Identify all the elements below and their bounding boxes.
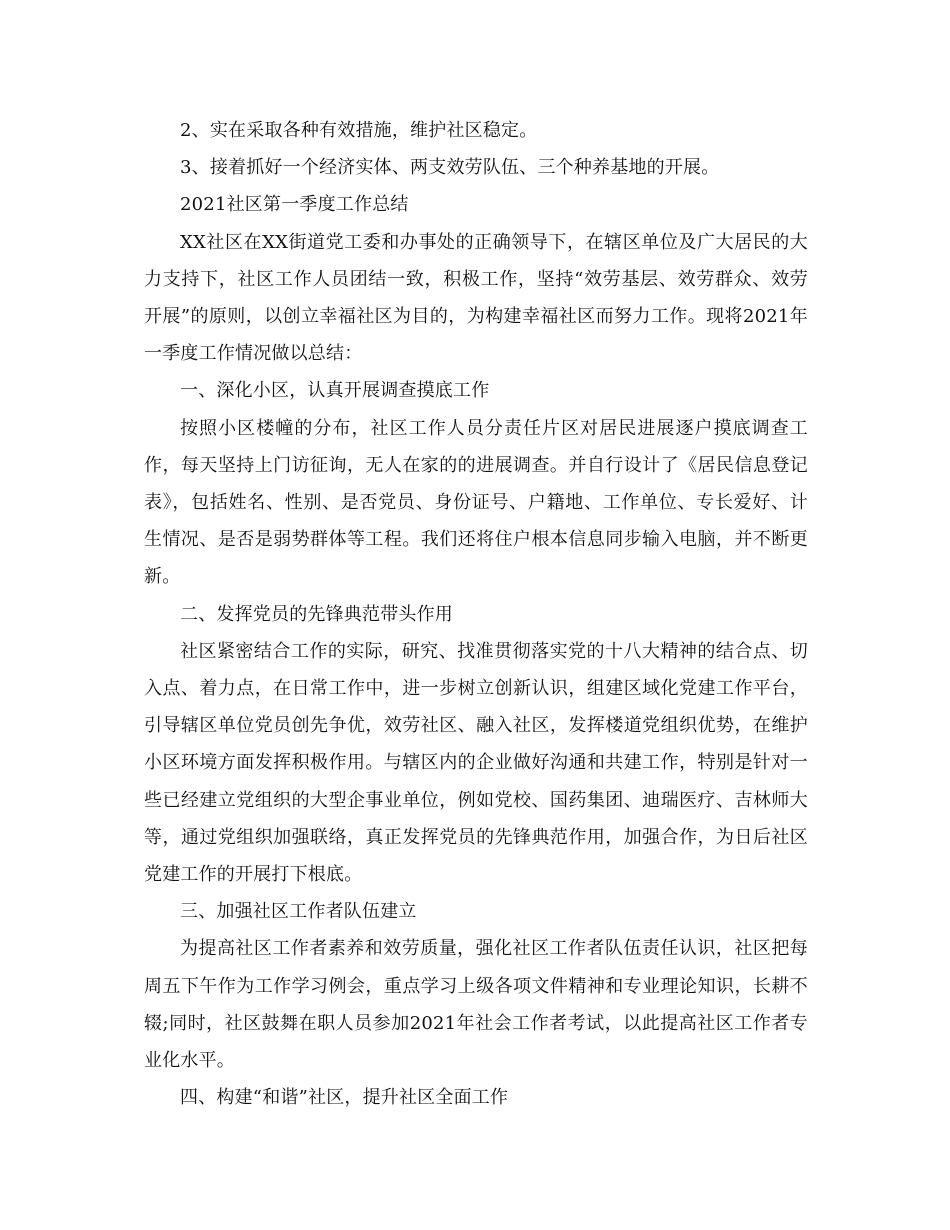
section-body-1: 按照小区楼幢的分布，社区工作人员分责任片区对居民进展逐户摸底调查工作，每天坚持上门访征询，无人在家的的进展调查。并自行设计了《居民信息登记表》，包括姓名、性别、是否党员、身份证号、户籍地、工作单位、专长爱好、计生情况、是否是弱势群体等工程。我们还将住户根本信息同步输入电脑，并不断更新。 xyxy=(144,417,808,588)
section-heading-3: 三、加强社区工作者队伍建立 xyxy=(180,901,417,923)
section-body-3: 为提高社区工作者素养和效劳质量，强化社区工作者队伍责任认识，社区把每周五下午作为工作学习例会，重点学习上级各项文件精神和专业理论知识，长耕不辍;同时，社区鼓舞在职人员参加2021年社会工作者考试，以此提高社区工作者专业化水平。 xyxy=(144,938,808,1072)
intro-paragraph: XX社区在XX街道党工委和办事处的正确领导下，在辖区单位及广大居民的大力支持下，社区工作人员团结一致，积极工作，坚持“效劳基层、效劳群众、效劳开展”的原则，以创立幸福社区为目的，为构建幸福社区而努力工作。现将2021年一季度工作情况做以总结： xyxy=(144,231,808,365)
document-body xyxy=(144,112,808,1116)
section-heading-2: 二、发挥党员的先锋典范带头作用 xyxy=(180,603,453,625)
list-item-3: 3、接着抓好一个经济实体、两支效劳队伍、三个种养基地的开展。 xyxy=(180,157,720,179)
section-heading-1: 一、深化小区，认真开展调查摸底工作 xyxy=(180,380,490,402)
section-body-2: 社区紧密结合工作的实际，研究、找准贯彻落实党的十八大精神的结合点、切入点、着力点，在日常工作中，进一步树立创新认识，组建区域化党建工作平台，引导辖区单位党员创先争优，效劳社区、融入社区，发挥楼道党组织优势，在维护小区环境方面发挥积极作用。与辖区内的企业做好沟通和共建工作，特别是针对一些已经建立党组织的大型企事业单位，例如党校、国药集团、迪瑞医疗、吉林师大等，通过党组织加强联络，真正发挥党员的先锋典范作用，加强合作，为日后社区党建工作的开展打下根底。 xyxy=(144,640,808,886)
list-item-2: 2、实在采取各种有效措施，维护社区稳定。 xyxy=(180,120,538,141)
document-title: 2021社区第一季度工作总结 xyxy=(180,194,409,216)
section-heading-4: 四、构建“和谐”社区，提升社区全面工作 xyxy=(180,1087,509,1109)
